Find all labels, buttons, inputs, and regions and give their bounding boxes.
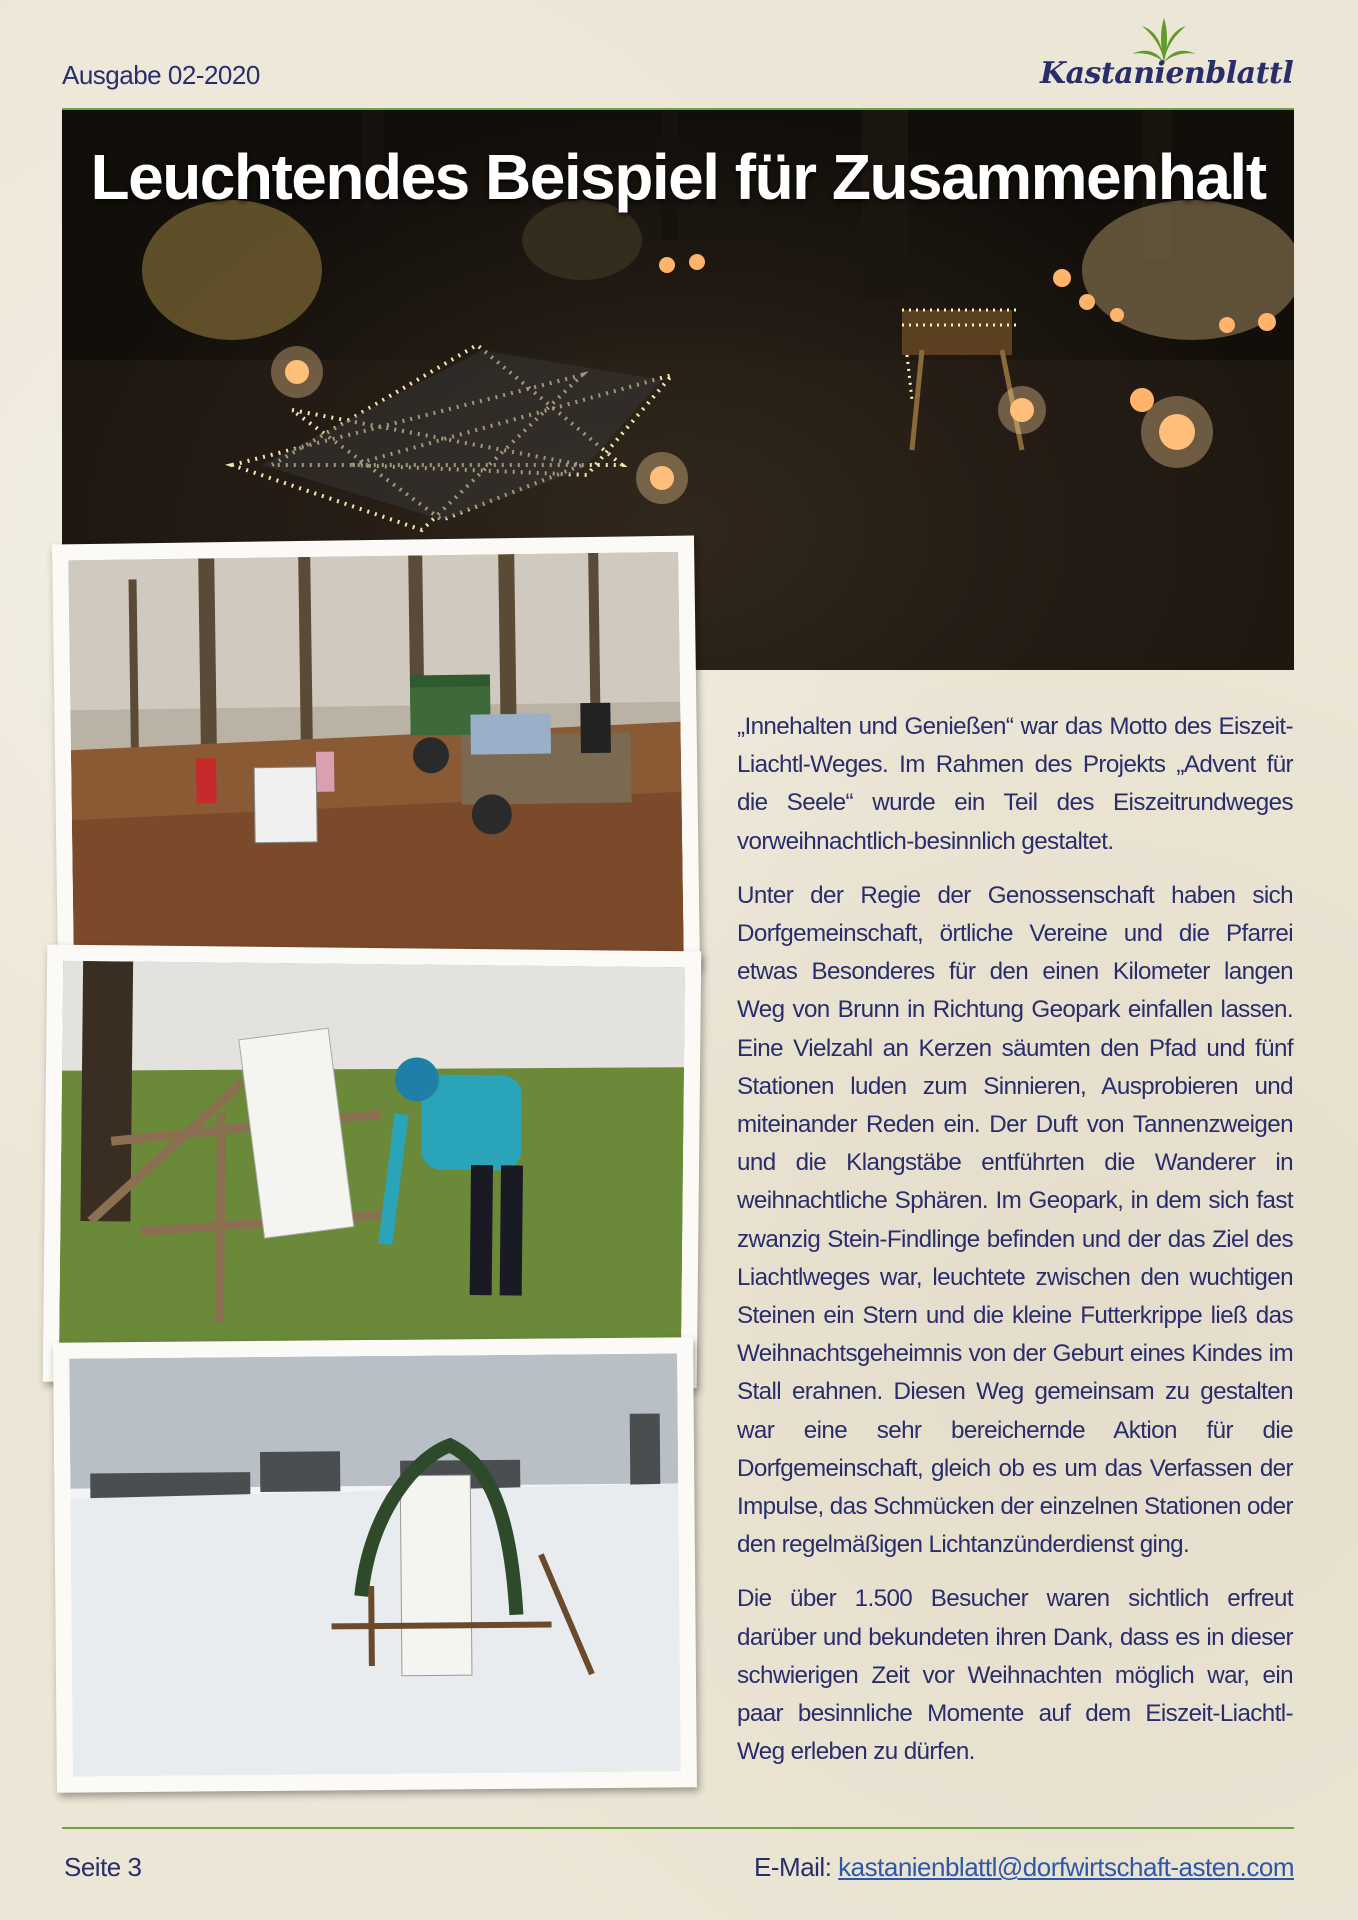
footer-email (754, 1852, 1294, 1883)
page-number: Seite 3 (64, 1852, 142, 1882)
email-label: E-Mail: (754, 1852, 832, 1882)
masthead-logo (1040, 18, 1294, 98)
snow-scene-illustration (69, 1353, 681, 1776)
forest-tractor-illustration (68, 552, 684, 960)
photo-woman-station (43, 945, 702, 1389)
article-paragraph: Die über 1.500 Besucher waren sichtlich erfreut darüber und bekundeten ihren Dank, dass es in dieser schwierigen Zeit vor Weihnachten möglich war, ein paar besinnliche Momente auf dem Eiszeit-Liachtl-Weg erleben zu dürfen. (737, 1585, 1293, 1766)
email-link[interactable]: kastanienblattl@dorfwirtschaft-asten.com (838, 1852, 1294, 1882)
photo-snowy-station (53, 1337, 697, 1793)
article-body (737, 708, 1293, 1787)
issue-label: Ausgabe 02-2020 (62, 60, 260, 90)
photo-forest-tractor (52, 536, 700, 977)
article-paragraph: „Innehalten und Genießen“ war das Motto des Eiszeit-Liachtl-Weges. Im Rahmen des Projekts „Advent für die Seele“ wurde ein Teil des Eiszeitrundweges vorweihnachtlich-besinnlich gestaltet. (737, 713, 1293, 855)
article-paragraph: Unter der Regie der Genossenschaft haben sich Dorfgemeinschaft, örtliche Vereine und die Pfarrei etwas Besonderes für den einen Kilometer langen Weg von Brunn in Richtung Geopark einfallen lassen. Eine Vielzahl an Kerzen säumten den Pfad und fünf Stationen luden zum Sinnieren, Ausprobieren und miteinander Reden ein. Der Duft von Tannenzweigen und die Klangstäbe entführten die Wanderer in weihnachtliche Sphären. Im Geopark, in dem sich fast zwanzig Stein-Findlinge befinden und der das Ziel des Liachtlweges war, leuchtete zwischen den wuchtigen Steinen ein Stern und die kleine Futterkrippe ließ das Weihnachtsgeheimnis von der Geburt eines Kindes im Stall erahnen. Diesen Weg gemeinsam zu gestalten war eine sehr bereichernde Aktion für die Dorfgemeinschaft, gleich ob es um das Verfassen der Impulse, das Schmücken der einzelnen Stationen oder den regelmäßigen Lichtanzünderdienst ging. (737, 881, 1293, 1559)
article-title: Leuchtendes Beispiel für Zusammenhalt (90, 141, 1266, 213)
station-illustration (59, 961, 685, 1372)
bottom-divider (62, 1827, 1294, 1829)
logo-text: Kastanienblattl (1040, 56, 1294, 91)
